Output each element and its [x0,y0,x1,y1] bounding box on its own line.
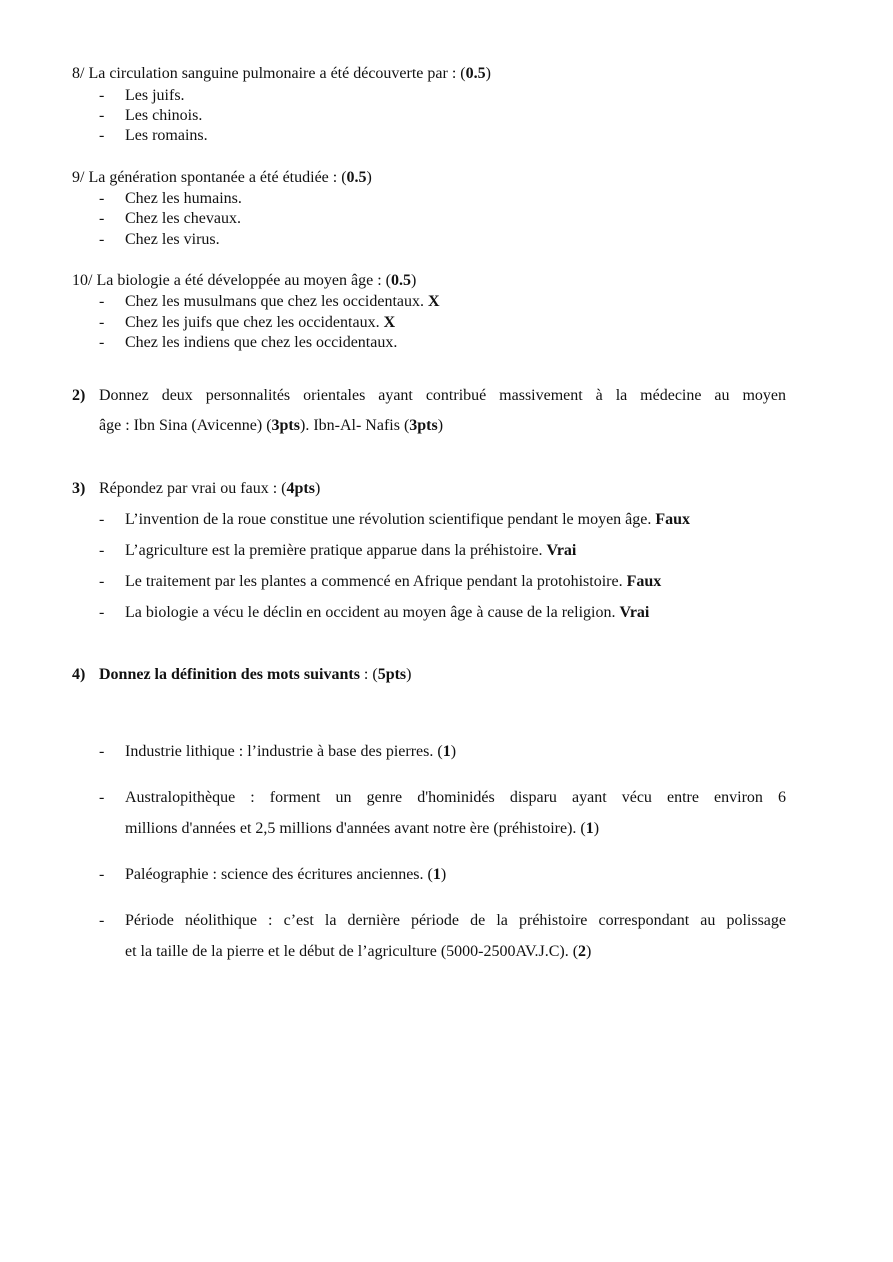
points: 4pts [286,480,315,497]
answer: Faux [655,511,691,528]
option-text [125,292,440,312]
paren-close: ) [314,480,321,497]
title-separator: : ( [359,666,378,683]
points: 5pts [377,666,407,683]
option-text: Chez les humains. [125,190,242,207]
answer: Vrai [546,542,577,559]
question-text: 8/ La circulation sanguine pulmonaire a été découverte par : ( [72,65,466,82]
title-text: Donnez la définition des mots suivants [99,666,360,683]
bullet-dash: - [99,511,105,528]
answer-mark: X [383,314,396,331]
true-false-statement [125,510,690,530]
answer: Faux [626,573,662,590]
statement-text: L’invention de la roue constitue une révolution scientifique pendant le moyen âge. [125,511,656,528]
statement-text: La biologie a vécu le déclin en occident au moyen âge à cause de la religion. [125,604,620,621]
definition-text: millions d'années et 2,5 millions d'années avant notre ère (préhistoire). ( [125,820,586,837]
bullet-dash: - [99,912,105,929]
bullet-dash: - [99,127,105,144]
paren-close: ) [593,820,600,837]
list-item [99,106,104,126]
list-item [99,510,104,530]
points: 1 [585,820,594,837]
answer: Vrai [619,604,650,621]
option-text: Les romains. [125,127,208,144]
list-item [99,230,104,250]
intro-text: Répondez par vrai ou faux : ( [99,480,287,497]
list-item [99,911,104,931]
option-text: Les chinois. [125,107,203,124]
bullet-dash: - [99,542,105,559]
points: 1 [432,866,441,883]
answer-mark: X [428,293,440,310]
bullet-dash: - [99,231,105,248]
bullet-dash: - [99,789,105,806]
definition [125,865,446,885]
bullet-dash: - [99,743,105,760]
paren-close: ) [366,169,372,186]
question-10 [72,271,416,291]
list-item [99,865,104,885]
list-item [99,742,104,762]
list-item [99,209,104,229]
bullet-dash: - [99,866,105,883]
statement-text: Le traitement par les plantes a commencé en Afrique pendant la protohistoire. [125,573,627,590]
definition-text: Période néolithique : c’est la dernière période de la préhistoire correspondant au polissage [125,912,786,929]
list-item [99,603,104,623]
bullet-dash: - [99,334,105,351]
section-4-title [99,665,411,685]
option-label: Chez les juifs que chez les occidentaux. [125,314,384,331]
question-text: 10/ La biologie a été développée au moyen âge : ( [72,272,391,289]
section-number [72,386,85,406]
bullet-dash: - [99,190,105,207]
definition-text: et la taille de la pierre et le début de l’agriculture (5000-2500AV.J.C). ( [125,943,579,960]
section-2-number: 2) [72,387,86,404]
section-number [72,479,85,499]
question-text: 9/ La génération spontanée a été étudiée : ( [72,169,347,186]
list-item [99,333,104,353]
paren-close: ) [586,943,592,960]
paren-close: ) [437,417,444,434]
question-9 [72,168,372,188]
statement-text: L’agriculture est la première pratique apparue dans la préhistoire. [125,542,547,559]
true-false-statement [125,572,661,592]
option-text [125,333,397,353]
bullet-dash: - [99,87,105,104]
list-item [99,126,104,146]
points: 0.5 [346,169,367,186]
section-2-text: Donnez deux personnalités orientales ayant contribué massivement à la médecine au moyen [99,387,786,404]
definition [125,742,456,762]
definition [125,819,599,839]
paren-close: ) [450,743,457,760]
list-item [99,788,104,808]
definition-text: Industrie lithique : l’industrie à base des pierres. ( [125,743,443,760]
section-number [72,665,85,685]
points: 3pts [271,417,300,434]
section-2-answer [99,416,443,436]
list-item [99,189,104,209]
definition-text: Australopithèque : forment un genre d'hominidés disparu ayant vécu entre environ 6 [125,789,786,806]
true-false-statement [125,541,576,561]
option-label: Chez les indiens que chez les occidentaux. [125,334,398,351]
bullet-dash: - [99,604,105,621]
paren-close: ) [485,65,491,82]
points: 1 [442,743,451,760]
points: 2 [578,943,587,960]
points: 0.5 [390,272,411,289]
option-text: Chez les virus. [125,231,220,248]
option-text: Chez les chevaux. [125,210,241,227]
definition-text: Paléographie : science des écritures anciennes. ( [125,866,433,883]
option-text [125,313,395,333]
bullet-dash: - [99,314,105,331]
paren-close: ) [410,272,417,289]
points: 0.5 [465,65,486,82]
definition [125,942,591,962]
answer-text: ). Ibn-Al- Nafis ( [299,417,410,434]
list-item [99,292,104,312]
bullet-dash: - [99,210,105,227]
list-item [99,313,104,333]
bullet-dash: - [99,293,105,310]
section-3-number: 3) [72,480,86,497]
option-text: Les juifs. [125,87,185,104]
paren-close: ) [406,666,412,683]
list-item [99,86,104,106]
true-false-statement [125,603,649,623]
list-item [99,572,104,592]
section-4-number: 4) [72,666,86,683]
list-item [99,541,104,561]
section-3-intro [99,479,320,499]
answer-text: âge : Ibn Sina (Avicenne) ( [99,417,272,434]
option-label: Chez les musulmans que chez les occidentaux. [125,293,429,310]
bullet-dash: - [99,573,105,590]
paren-close: ) [440,866,447,883]
question-8 [72,64,491,84]
points: 3pts [409,417,438,434]
bullet-dash: - [99,107,105,124]
